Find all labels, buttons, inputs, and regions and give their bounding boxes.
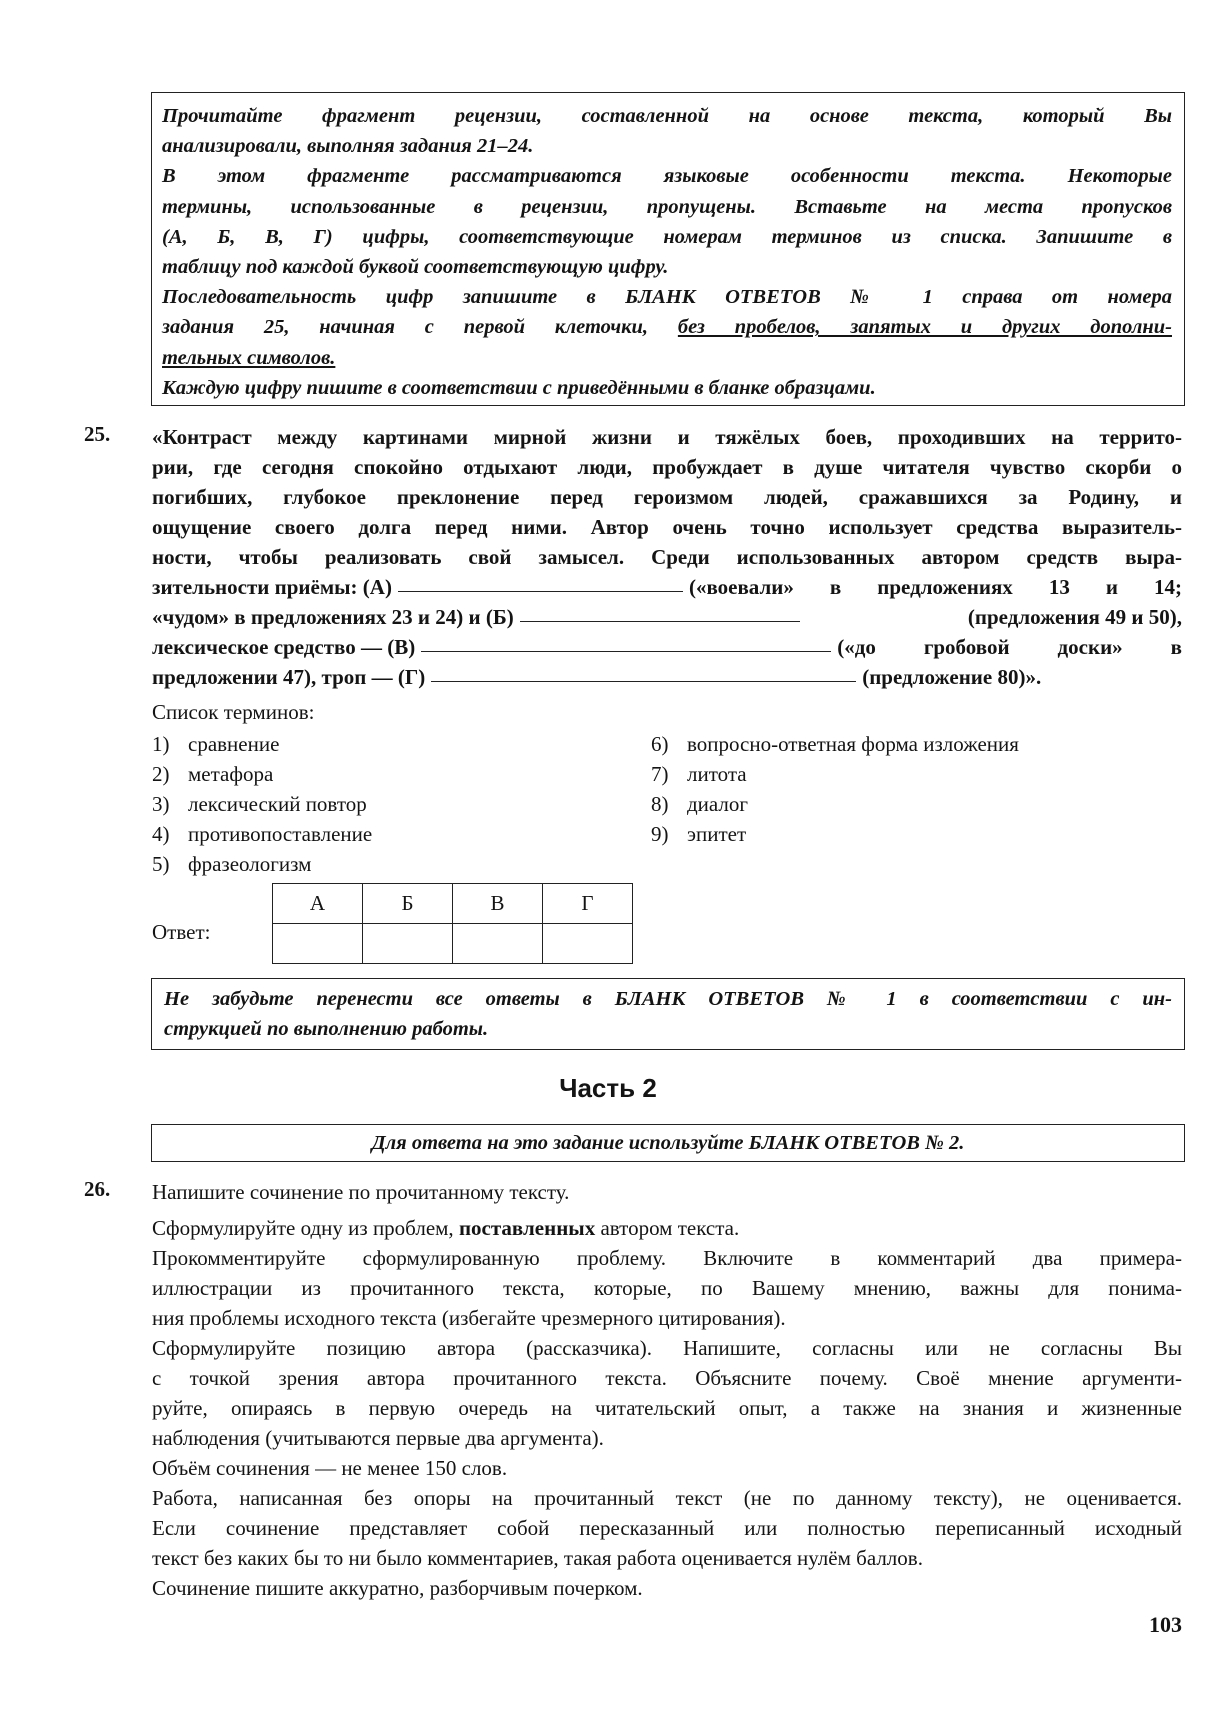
instr-line: таблицу под каждой буквой соответствующую цифру. (162, 256, 669, 279)
task-line-gap-b (152, 602, 1182, 632)
essay-bold: поставленных (458, 1216, 596, 1240)
answer-cell-a[interactable] (273, 924, 363, 964)
essay-text: автором текста. (595, 1216, 740, 1240)
answer-header-a: А (273, 884, 363, 924)
page-number: 103 (1149, 1612, 1182, 1637)
reminder-line: струкцией по выполнению работы. (164, 1018, 489, 1040)
term-number: 4) (152, 822, 170, 846)
essay-line: Работа, написанная без опоры на прочитанный текст (не по данному тексту), не оценивается. (152, 1486, 1182, 1510)
answer-cell-d[interactable] (543, 924, 633, 964)
term-text: метафора (188, 762, 274, 786)
instr-text: задания 25, начиная с первой клеточки, (162, 316, 678, 339)
answer-header-d: Г (543, 884, 633, 924)
term-item (152, 819, 372, 849)
essay-line (152, 1213, 1182, 1243)
task-26-number: 26. (84, 1177, 111, 1201)
instructions-box (151, 92, 1185, 406)
term-text: вопросно-ответная форма изложения (687, 732, 1019, 756)
blank-c[interactable] (421, 651, 831, 652)
term-number: 6) (651, 732, 669, 756)
essay-line: Если сочинение представляет собой пересказанный или полностью переписанный исходный (152, 1516, 1182, 1540)
task-25-text (152, 422, 1182, 692)
term-text: литота (687, 762, 747, 786)
gap-d-before: предложении 47), троп — (Г) (152, 665, 426, 689)
answer-label: Ответ: (152, 920, 211, 944)
reminder-box (151, 978, 1185, 1050)
term-text: противопоставление (188, 822, 373, 846)
essay-line: Напишите сочинение по прочитанному тексту. (152, 1180, 570, 1204)
gap-b-after: (предложения 49 и 50), (967, 605, 1182, 629)
instr-line: (А, Б, В, Г) цифры, соответствующие номерам терминов из списка. Запишите в (162, 225, 1172, 248)
term-number: 5) (152, 852, 170, 876)
essay-line: текст без каких бы то ни было комментариев, такая работа оценивается нулём баллов. (152, 1546, 923, 1570)
task-26-text (152, 1177, 1182, 1603)
term-item (152, 849, 372, 879)
essay-line: Объём сочинения — не менее 150 слов. (152, 1456, 508, 1480)
essay-line: руйте, опираясь в первую очередь на читательский опыт, а также на знания и жизненные (152, 1396, 1182, 1420)
term-text: диалог (687, 792, 749, 816)
gap-c-before: лексическое средство — (В) (152, 635, 416, 659)
task-line: погибших, глубокое преклонение перед героизмом людей, сражавшихся за Родину, и (152, 485, 1182, 509)
term-number: 2) (152, 762, 170, 786)
blank-a[interactable] (398, 591, 683, 592)
term-number: 3) (152, 792, 170, 816)
essay-line: Прокомментируйте сформулированную проблему. Включите в комментарий два примера- (152, 1246, 1182, 1270)
instr-line: Прочитайте фрагмент рецензии, составленной на основе текста, который Вы (162, 105, 1172, 127)
reminder-line: Не забудьте перенести все ответы в БЛАНК ОТВЕТОВ № 1 в соответствии с ин- (164, 988, 1172, 1010)
term-item (651, 759, 1019, 789)
gap-a-after: («воевали» в предложениях 13 и 14; (688, 575, 1182, 599)
term-text: лексический повтор (188, 792, 367, 816)
terms-list-left (152, 729, 372, 879)
part-2-note: Для ответа на это задание используйте БЛАНК ОТВЕТОВ № 2. (151, 1124, 1185, 1162)
instr-line: анализировали, выполняя задания 21–24. (162, 135, 534, 158)
answer-header-c: В (453, 884, 543, 924)
essay-line: Сформулируйте позицию автора (рассказчика). Напишите, согласны или не согласны Вы (152, 1336, 1182, 1360)
task-line-gap-a (152, 572, 1182, 602)
essay-line: наблюдения (учитываются первые два аргумента). (152, 1426, 604, 1450)
term-text: фразеологизм (188, 852, 312, 876)
blank-d[interactable] (431, 681, 856, 682)
term-item (651, 819, 1019, 849)
answer-cell-c[interactable] (453, 924, 543, 964)
instr-underlined: тельных символов. (162, 346, 336, 369)
instr-line: Последовательность цифр запишите в БЛАНК ОТВЕТОВ № 1 справа от номера (162, 286, 1172, 309)
terms-list-right (651, 729, 1019, 849)
gap-a-before: зительности приёмы: (А) (152, 575, 392, 599)
answer-cell-b[interactable] (363, 924, 453, 964)
term-item (152, 729, 372, 759)
term-number: 8) (651, 792, 669, 816)
essay-line: иллюстрации из прочитанного текста, которые, по Вашему мнению, важны для понима- (152, 1276, 1182, 1300)
essay-line: ния проблемы исходного текста (избегайте чрезмерного цитирования). (152, 1306, 786, 1330)
instr-underlined: без пробелов, запятых и других дополни- (677, 316, 1172, 339)
term-item (152, 759, 372, 789)
essay-line: Сочинение пишите аккуратно, разборчивым почерком. (152, 1576, 643, 1600)
instr-line (162, 312, 1172, 342)
part-2-title: Часть 2 (559, 1073, 657, 1103)
task-line: рии, где сегодня спокойно отдыхают люди, пробуждает в душе читателя чувство скорби о (152, 455, 1182, 479)
answer-table (272, 883, 633, 964)
term-number: 9) (651, 822, 669, 846)
term-item (651, 729, 1019, 759)
term-item (651, 789, 1019, 819)
term-number: 7) (651, 762, 669, 786)
term-text: эпитет (687, 822, 747, 846)
task-line: «Контраст между картинами мирной жизни и тяжёлых боев, проходивших на террито- (152, 425, 1182, 449)
gap-d-after: (предложение 80)». (862, 665, 1042, 689)
terms-title: Список терминов: (152, 700, 315, 724)
answer-header-b: Б (363, 884, 453, 924)
gap-c-after: («до гробовой доски» в (837, 635, 1182, 659)
term-number: 1) (152, 732, 170, 756)
essay-text: Сформулируйте одну из проблем, (152, 1216, 459, 1240)
term-text: сравнение (188, 732, 280, 756)
instr-line: В этом фрагменте рассматриваются языковые особенности текста. Некоторые (162, 165, 1172, 188)
blank-b[interactable] (520, 621, 800, 622)
essay-line: с точкой зрения автора прочитанного текста. Объясните почему. Своё мнение аргументи- (152, 1366, 1182, 1390)
task-line-gap-c (152, 632, 1182, 662)
task-25-number: 25. (84, 422, 111, 446)
term-item (152, 789, 372, 819)
instr-line: Каждую цифру пишите в соответствии с приведёнными в бланке образцами. (162, 376, 876, 399)
gap-b-before: «чудом» в предложениях 23 и 24) и (Б) (152, 605, 514, 629)
task-line-gap-d (152, 662, 1182, 692)
task-line: ности, чтобы реализовать свой замысел. Среди использованных автором средств выра- (152, 545, 1182, 569)
instr-line: термины, использованные в рецензии, пропущены. Вставьте на места пропусков (162, 195, 1172, 218)
task-line: ощущение своего долга перед ними. Автор очень точно использует средства выразитель- (152, 515, 1182, 539)
